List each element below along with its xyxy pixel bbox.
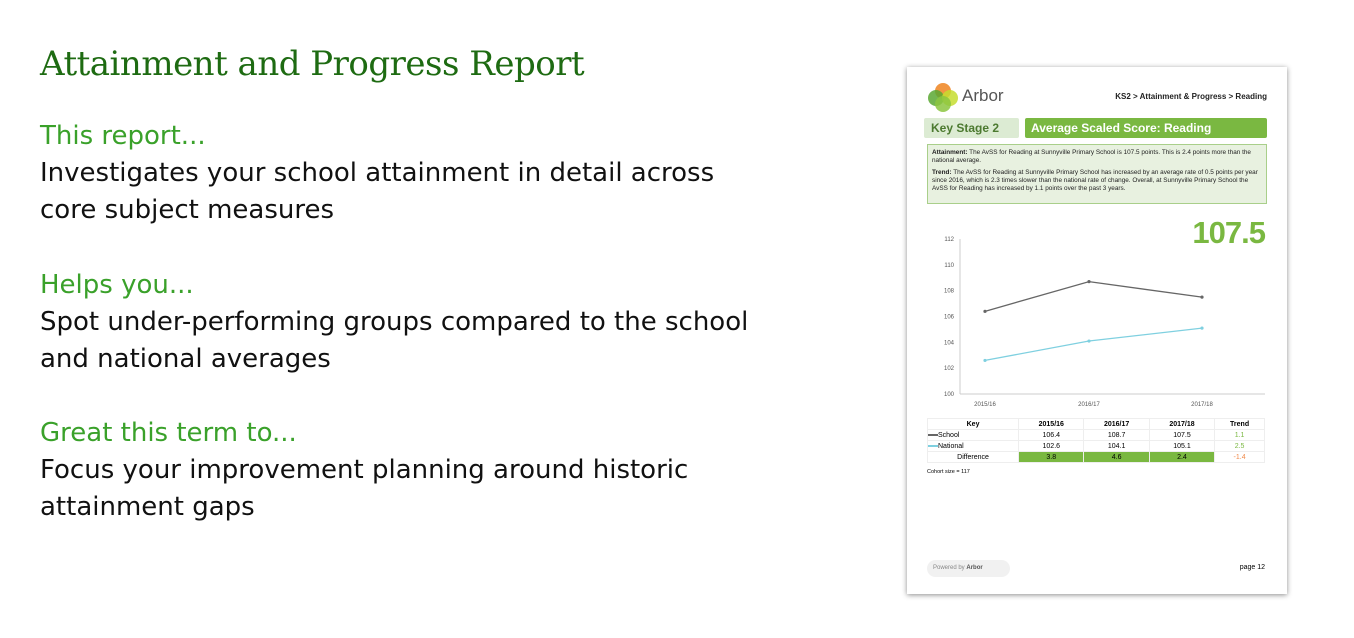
powered-by-text: Powered by bbox=[933, 565, 965, 571]
y-tick-label: 112 bbox=[944, 237, 954, 243]
trend-text: The AvSS for Reading at Sunnyville Primary School has increased by an average rate of 0.5 points per year since 2016, which is 2.3 times slower than the national rate of change. Overall, at Sunnyville Primary School the AvSS for Reading has increased by 1.1 points over the past 3 years. bbox=[932, 169, 1258, 192]
col-header: 2017/18 bbox=[1149, 419, 1214, 430]
cell: 102.6 bbox=[1019, 441, 1084, 452]
section-helps-you bbox=[40, 267, 748, 378]
data-point-national bbox=[1087, 339, 1090, 342]
page-title: Attainment and Progress Report bbox=[40, 44, 585, 84]
report-page-preview bbox=[907, 67, 1287, 594]
data-point-school bbox=[983, 310, 986, 313]
cell: 108.7 bbox=[1084, 430, 1149, 441]
data-point-national bbox=[983, 359, 986, 362]
cell: 104.1 bbox=[1084, 441, 1149, 452]
y-tick-label: 106 bbox=[943, 314, 954, 321]
cell: 3.8 bbox=[1019, 452, 1084, 463]
table-row bbox=[928, 452, 1265, 463]
x-tick-label: 2016/17 bbox=[1078, 402, 1100, 408]
section-body-line: attainment gaps bbox=[40, 492, 255, 522]
table-row bbox=[928, 430, 1265, 441]
trend-cell: 2.5 bbox=[1215, 441, 1265, 452]
data-point-school bbox=[1200, 296, 1203, 299]
cell: 4.6 bbox=[1084, 452, 1149, 463]
row-label: National bbox=[938, 442, 964, 450]
arbor-logo-icon bbox=[927, 81, 959, 113]
breadcrumb: KS2 > Attainment & Progress > Reading bbox=[1115, 92, 1267, 101]
national-key-swatch bbox=[928, 445, 938, 447]
trend-cell: 1.1 bbox=[1215, 430, 1265, 441]
col-header: Key bbox=[928, 419, 1019, 430]
cell: 105.1 bbox=[1149, 441, 1214, 452]
cohort-size: Cohort size = 117 bbox=[927, 469, 970, 475]
powered-by-badge bbox=[927, 560, 1010, 577]
cell: 106.4 bbox=[1019, 430, 1084, 441]
section-heading: Helps you... bbox=[40, 270, 194, 300]
table-row bbox=[928, 441, 1265, 452]
attainment-label: Attainment: bbox=[932, 149, 968, 156]
y-tick-label: 100 bbox=[943, 392, 954, 398]
data-point-national bbox=[1200, 327, 1203, 330]
section-body-line: and national averages bbox=[40, 344, 331, 374]
section-heading: This report... bbox=[40, 121, 206, 151]
trend-cell: -1.4 bbox=[1215, 452, 1265, 463]
section-heading: Great this term to... bbox=[40, 418, 297, 448]
data-table bbox=[927, 418, 1265, 463]
attainment-text: The AvSS for Reading at Sunnyville Primary School is 107.5 points. This is 2.4 points more than the national average. bbox=[932, 149, 1251, 164]
col-header: 2016/17 bbox=[1084, 419, 1149, 430]
cell: 107.5 bbox=[1149, 430, 1214, 441]
section-body-line: core subject measures bbox=[40, 195, 335, 225]
headline-value: 107.5 bbox=[1192, 215, 1265, 250]
section-body-line: Investigates your school attainment in detail across bbox=[40, 158, 715, 188]
series-line-national bbox=[985, 328, 1202, 360]
section-body-line: Focus your improvement planning around historic bbox=[40, 455, 689, 485]
x-tick-label: 2015/16 bbox=[974, 402, 996, 408]
section-great-this-term bbox=[40, 415, 688, 526]
col-header: Trend bbox=[1215, 419, 1265, 430]
col-header: 2015/16 bbox=[1019, 419, 1084, 430]
row-label: School bbox=[938, 431, 960, 439]
series-line-school bbox=[985, 282, 1202, 312]
summary-box bbox=[927, 144, 1267, 204]
trend-label: Trend: bbox=[932, 169, 952, 176]
y-tick-label: 102 bbox=[943, 366, 954, 373]
page-number: page 12 bbox=[1239, 564, 1265, 571]
row-label: Difference bbox=[928, 452, 1019, 463]
data-point-school bbox=[1087, 280, 1090, 283]
section-this-report bbox=[40, 118, 714, 229]
x-tick-label: 2017/18 bbox=[1191, 402, 1213, 408]
section-body-line: Spot under-performing groups compared to the school bbox=[40, 307, 749, 337]
measure-title: Average Scaled Score: Reading bbox=[1025, 118, 1267, 138]
y-tick-label: 110 bbox=[944, 262, 954, 269]
key-stage-label: Key Stage 2 bbox=[924, 118, 1019, 138]
line-chart bbox=[927, 231, 1267, 413]
cell: 2.4 bbox=[1149, 452, 1214, 463]
school-key-swatch bbox=[928, 434, 938, 436]
powered-by-logo: Arbor bbox=[966, 565, 983, 571]
y-tick-label: 104 bbox=[943, 340, 954, 347]
y-tick-label: 108 bbox=[943, 288, 954, 295]
arbor-logo-text: Arbor bbox=[962, 86, 1004, 105]
